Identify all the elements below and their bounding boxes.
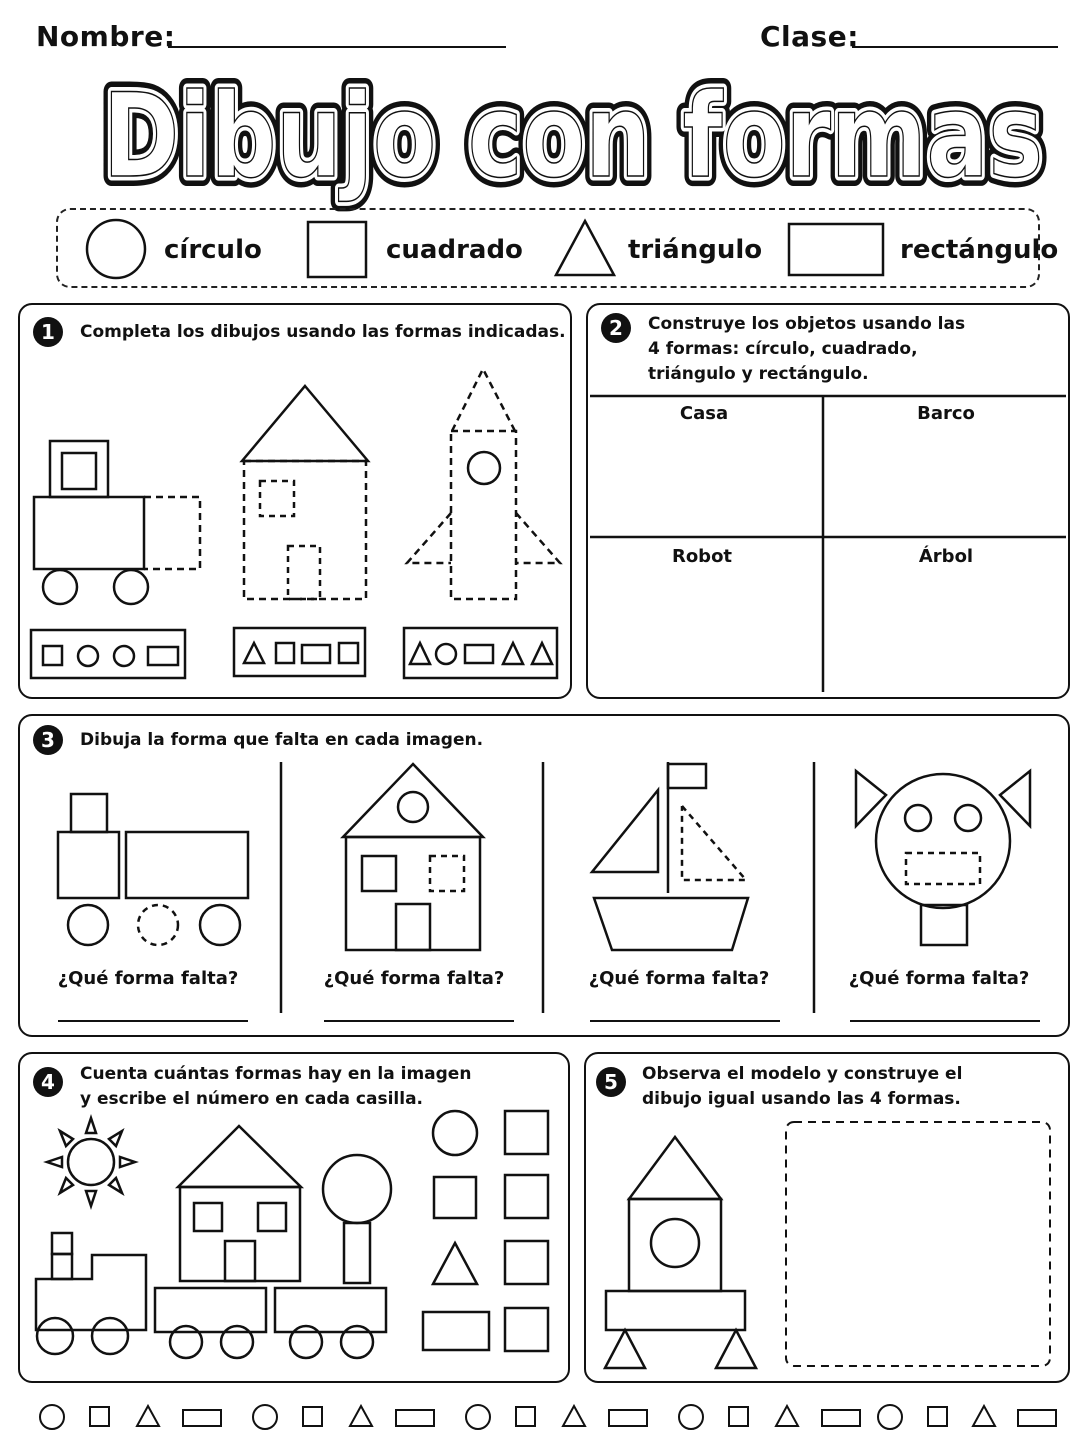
counting-key [423, 1111, 548, 1351]
section-4-instruction-line: Cuenta cuántas formas hay en la imagen [80, 1064, 472, 1084]
question-2: ¿Qué forma falta? [323, 968, 505, 989]
question-4: ¿Qué forma falta? [848, 968, 1030, 989]
train-missing-shape [58, 794, 248, 945]
sun-drawing [47, 1118, 135, 1206]
house-drawing-dashed [242, 386, 368, 599]
legend-label-square: cuadrado [386, 235, 523, 265]
shape-box-1 [31, 630, 185, 678]
section-1-instruction: Completa los dibujos usando las formas indicadas. [80, 322, 566, 342]
section-5-instruction-line: Observa el modelo y construye el [642, 1064, 963, 1084]
section-3-instruction: Dibuja la forma que falta en cada imagen. [80, 730, 484, 750]
count-box-square [505, 1175, 548, 1218]
section-5-number: 5 [596, 1067, 626, 1097]
section-2-instruction-line: triángulo y rectángulo. [648, 364, 869, 384]
name-label: Nombre: [36, 20, 176, 53]
svg-text:Dibujo con formas: Dibujo con formas [103, 69, 1043, 204]
legend-label-triangle: triángulo [628, 235, 763, 265]
section-3-number: 3 [33, 725, 63, 755]
count-box-triangle [505, 1241, 548, 1284]
count-box-circle [505, 1111, 548, 1154]
cell-label-barco: Barco [917, 403, 975, 424]
tree-counting-drawing [323, 1155, 391, 1283]
section-2-instruction-line: 4 formas: círculo, cuadrado, [648, 339, 918, 359]
rocket-drawing-dashed [407, 369, 560, 599]
house-missing-shape [343, 764, 483, 950]
section-4-number: 4 [33, 1067, 63, 1097]
question-1: ¿Qué forma falta? [57, 968, 239, 989]
cell-label-casa: Casa [679, 403, 729, 424]
section-2-grid [590, 396, 1066, 692]
model-rocket-drawing [605, 1137, 756, 1368]
robot-missing-shape [856, 771, 1030, 945]
class-label: Clase: [760, 20, 859, 53]
legend-label-circle: círculo [164, 235, 262, 265]
drawing-area [786, 1122, 1050, 1366]
house-counting-drawing [178, 1126, 301, 1281]
shape-box-3 [404, 628, 557, 678]
truck-drawing [34, 441, 200, 604]
section-5-instruction-line: dibujo igual usando las 4 formas. [642, 1089, 961, 1109]
svg-text:Dibujo con formas: Dibujo con formas [103, 69, 1043, 204]
section-2-instruction-line: Construye los objetos usando las [648, 314, 966, 334]
legend-label-rectangle: rectángulo [900, 235, 1059, 265]
question-3: ¿Qué forma falta? [588, 968, 770, 989]
count-box-rectangle [505, 1308, 548, 1351]
cell-label-arbol: Árbol [918, 546, 974, 567]
section-2-number: 2 [601, 313, 631, 343]
cell-label-robot: Robot [671, 546, 733, 567]
section-1-number: 1 [33, 317, 63, 347]
svg-text:Dibujo con formas: Dibujo con formas [103, 69, 1043, 204]
footer-shape-row [40, 1405, 1056, 1429]
train-counting-drawing [36, 1233, 386, 1358]
boat-missing-shape [592, 762, 748, 950]
section-4-instruction-line: y escribe el número en cada casilla. [80, 1089, 423, 1109]
shape-box-2 [234, 628, 365, 676]
